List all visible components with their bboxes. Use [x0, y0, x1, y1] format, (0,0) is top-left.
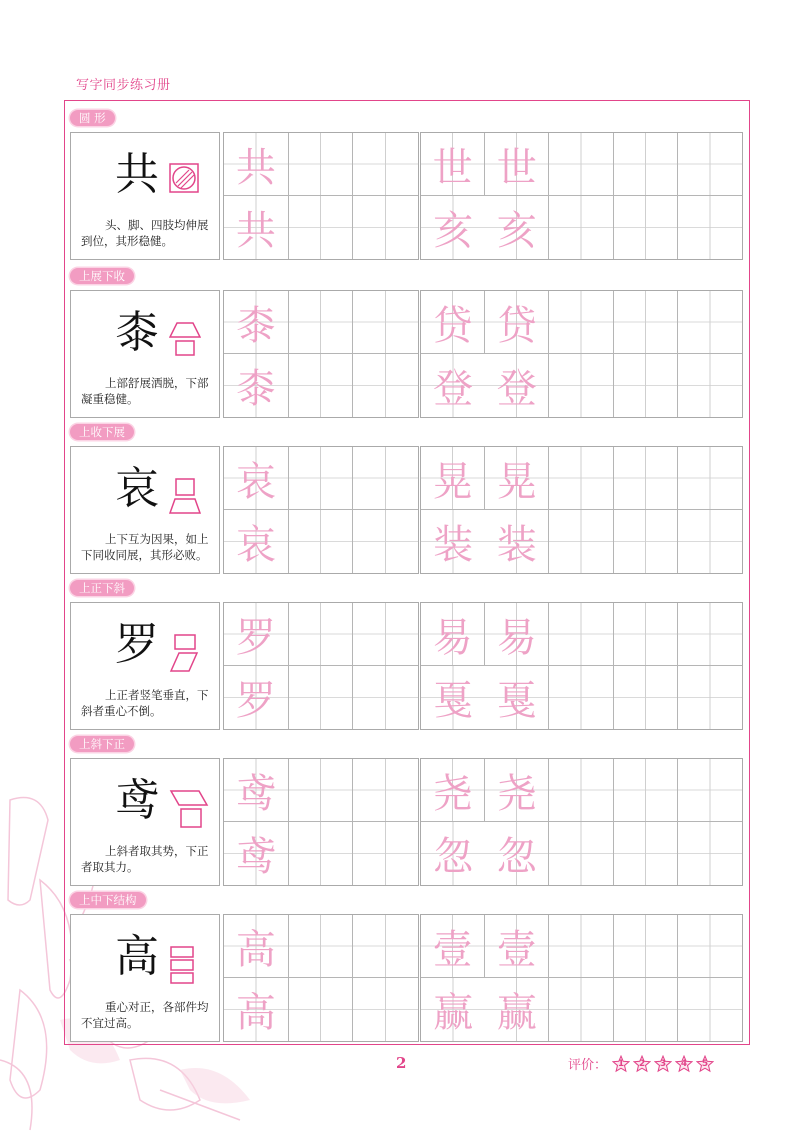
rating-star-number: 5 [701, 1059, 709, 1069]
trace-character: 世 [432, 144, 473, 191]
writing-cell[interactable] [224, 978, 289, 1041]
rating-star-number: 2 [638, 1059, 646, 1069]
trace-character: 共 [235, 144, 276, 191]
writing-cell[interactable] [224, 759, 289, 822]
writing-cell[interactable] [485, 822, 549, 885]
section-tag: 上正下斜 [70, 580, 134, 596]
wide-bottom-shape-icon [169, 477, 201, 519]
wide-top-shape-icon [169, 321, 201, 361]
model-character: 罗 [115, 619, 159, 670]
trace-character: 赢 [433, 990, 474, 1036]
writing-cell[interactable] [353, 666, 418, 729]
practice-section [70, 268, 742, 420]
writing-cell[interactable] [421, 196, 485, 259]
trace-character: 戛 [433, 678, 474, 724]
writing-cell[interactable] [289, 666, 354, 729]
page-number: 2 [396, 1054, 407, 1072]
model-character-box [70, 602, 220, 730]
section-tag: 上收下展 [70, 424, 134, 440]
writing-cell[interactable] [678, 822, 742, 885]
writing-cell[interactable] [353, 196, 418, 259]
trace-character: 哀 [235, 458, 276, 505]
trace-character: 赢 [496, 990, 537, 1036]
trace-character: 戛 [496, 678, 537, 724]
writing-cell[interactable] [549, 133, 613, 196]
writing-cell[interactable] [549, 196, 613, 259]
practice-section [70, 892, 742, 1044]
trace-character: 壹 [432, 926, 473, 973]
writing-cell[interactable] [678, 978, 742, 1041]
writing-cell[interactable] [485, 291, 549, 354]
writing-cell[interactable] [421, 133, 485, 196]
practice-grid-left [223, 290, 419, 418]
slant-bottom-shape-icon [169, 633, 199, 677]
section-tag: 圆 形 [70, 110, 115, 126]
trace-character: 鸢 [235, 770, 276, 817]
trace-character: 桼 [235, 302, 276, 349]
trace-character: 晃 [432, 458, 473, 505]
practice-section [70, 424, 742, 576]
writing-cell[interactable] [224, 666, 289, 729]
writing-cell[interactable] [353, 603, 418, 666]
writing-cell[interactable] [224, 133, 289, 196]
writing-cell[interactable] [353, 915, 418, 978]
structure-description: 上正者竖笔垂直，下斜者重心不倒。 [81, 688, 209, 718]
trace-character: 装 [496, 522, 537, 568]
writing-cell[interactable] [289, 196, 354, 259]
practice-grid-right [420, 602, 743, 730]
writing-cell[interactable] [485, 978, 549, 1041]
writing-cell[interactable] [353, 759, 418, 822]
trace-character: 亥 [496, 208, 537, 254]
model-character: 高 [115, 931, 159, 982]
writing-cell[interactable] [485, 354, 549, 417]
writing-cell[interactable] [678, 759, 742, 822]
writing-cell[interactable] [614, 666, 678, 729]
writing-cell[interactable] [614, 759, 678, 822]
structure-description: 上下互为因果，如上下同收同展，其形必败。 [81, 532, 209, 562]
rating-star-number: 3 [659, 1059, 667, 1069]
writing-cell[interactable] [614, 291, 678, 354]
writing-cell[interactable] [289, 447, 354, 510]
writing-cell[interactable] [353, 978, 418, 1041]
trace-character: 贷 [432, 302, 473, 349]
trace-character: 晃 [496, 458, 537, 505]
writing-cell[interactable] [421, 759, 485, 822]
structure-description: 重心对正，各部件均不宜过高。 [81, 1000, 209, 1030]
writing-cell[interactable] [678, 133, 742, 196]
trace-character: 罗 [235, 614, 276, 661]
writing-cell[interactable] [485, 133, 549, 196]
model-character-box [70, 290, 220, 418]
writing-cell[interactable] [485, 666, 549, 729]
writing-cell[interactable] [421, 354, 485, 417]
writing-cell[interactable] [421, 822, 485, 885]
model-character: 共 [115, 149, 159, 200]
writing-cell[interactable] [678, 291, 742, 354]
trace-character: 登 [496, 366, 537, 412]
trace-character: 易 [496, 614, 537, 661]
writing-cell[interactable] [678, 447, 742, 510]
writing-cell[interactable] [289, 759, 354, 822]
practice-grid-left [223, 446, 419, 574]
trace-character: 哀 [235, 522, 276, 568]
structure-description: 头、脚、四肢均伸展到位，其形稳健。 [81, 218, 209, 248]
writing-cell[interactable] [485, 510, 549, 573]
writing-cell[interactable] [289, 603, 354, 666]
writing-cell[interactable] [678, 666, 742, 729]
writing-cell[interactable] [678, 603, 742, 666]
practice-grid-right [420, 132, 743, 260]
trace-character: 共 [235, 208, 276, 254]
trace-character: 高 [235, 990, 276, 1036]
writing-cell[interactable] [549, 291, 613, 354]
trace-character: 忽 [496, 834, 537, 880]
writing-cell[interactable] [224, 822, 289, 885]
writing-cell[interactable] [353, 133, 418, 196]
writing-cell[interactable] [549, 822, 613, 885]
writing-cell[interactable] [549, 915, 613, 978]
model-character-box [70, 914, 220, 1042]
trace-character: 装 [433, 522, 474, 568]
practice-section [70, 580, 742, 732]
trace-character: 罗 [235, 678, 276, 724]
writing-cell[interactable] [421, 666, 485, 729]
rating-star-icon[interactable] [633, 1055, 651, 1073]
model-character: 鸢 [115, 775, 159, 826]
practice-grid-right [420, 914, 743, 1042]
practice-section [70, 736, 742, 888]
writing-cell[interactable] [678, 354, 742, 417]
writing-cell[interactable] [421, 447, 485, 510]
writing-cell[interactable] [289, 510, 354, 573]
model-character-box [70, 758, 220, 886]
stacked-shape-icon [169, 945, 195, 989]
practice-grid-left [223, 132, 419, 260]
practice-grid-left [223, 602, 419, 730]
writing-cell[interactable] [289, 291, 354, 354]
writing-cell[interactable] [353, 510, 418, 573]
writing-cell[interactable] [678, 915, 742, 978]
writing-cell[interactable] [614, 133, 678, 196]
structure-description: 上斜者取其势，下正者取其力。 [81, 844, 209, 874]
writing-cell[interactable] [421, 603, 485, 666]
trace-character: 壹 [496, 926, 537, 973]
rating-star-icon[interactable] [612, 1055, 630, 1073]
trace-character: 亥 [433, 208, 474, 254]
practice-grid-right [420, 446, 743, 574]
practice-grid-left [223, 914, 419, 1042]
writing-cell[interactable] [678, 196, 742, 259]
writing-cell[interactable] [421, 510, 485, 573]
practice-grid-left [223, 758, 419, 886]
writing-cell[interactable] [421, 978, 485, 1041]
practice-grid-right [420, 758, 743, 886]
writing-cell[interactable] [224, 603, 289, 666]
writing-cell[interactable] [549, 603, 613, 666]
writing-cell[interactable] [485, 603, 549, 666]
writing-cell[interactable] [614, 915, 678, 978]
trace-character: 世 [496, 144, 537, 191]
writing-cell[interactable] [224, 915, 289, 978]
writing-cell[interactable] [224, 291, 289, 354]
writing-cell[interactable] [614, 447, 678, 510]
writing-cell[interactable] [289, 354, 354, 417]
writing-cell[interactable] [353, 354, 418, 417]
writing-cell[interactable] [289, 915, 354, 978]
writing-cell[interactable] [614, 603, 678, 666]
writing-cell[interactable] [549, 978, 613, 1041]
section-tag: 上斜下正 [70, 736, 134, 752]
section-tag: 上中下结构 [70, 892, 146, 908]
rating-star-number: 4 [680, 1059, 688, 1069]
rating-star-icon[interactable] [654, 1055, 672, 1073]
section-tag: 上展下收 [70, 268, 134, 284]
trace-character: 登 [433, 366, 474, 412]
writing-cell[interactable] [614, 822, 678, 885]
writing-cell[interactable] [614, 354, 678, 417]
writing-cell[interactable] [224, 196, 289, 259]
writing-cell[interactable] [485, 759, 549, 822]
writing-cell[interactable] [353, 447, 418, 510]
rating-star-icon[interactable] [696, 1055, 714, 1073]
writing-cell[interactable] [549, 354, 613, 417]
trace-character: 尧 [496, 770, 537, 817]
writing-cell[interactable] [614, 978, 678, 1041]
model-character-box [70, 132, 220, 260]
writing-cell[interactable] [289, 822, 354, 885]
writing-cell[interactable] [289, 978, 354, 1041]
trace-character: 贷 [496, 302, 537, 349]
writing-cell[interactable] [224, 354, 289, 417]
circle-shape-icon [169, 163, 199, 197]
model-character: 桼 [115, 307, 159, 358]
rating-star-number: 1 [617, 1059, 625, 1069]
trace-character: 鸢 [235, 834, 276, 880]
slant-top-shape-icon [169, 789, 209, 833]
model-character-box [70, 446, 220, 574]
writing-cell[interactable] [485, 915, 549, 978]
writing-cell[interactable] [353, 822, 418, 885]
writing-cell[interactable] [549, 666, 613, 729]
rating-bar [568, 1054, 714, 1073]
writing-cell[interactable] [353, 291, 418, 354]
trace-character: 桼 [235, 366, 276, 412]
writing-cell[interactable] [224, 447, 289, 510]
practice-grid-right [420, 290, 743, 418]
trace-character: 易 [432, 614, 473, 661]
page-header-title: 写字同步练习册 [76, 78, 171, 93]
trace-character: 尧 [432, 770, 473, 817]
writing-cell[interactable] [614, 196, 678, 259]
writing-cell[interactable] [485, 447, 549, 510]
writing-cell[interactable] [549, 510, 613, 573]
writing-cell[interactable] [549, 447, 613, 510]
rating-label: 评价： [568, 1058, 608, 1073]
writing-cell[interactable] [549, 759, 613, 822]
writing-cell[interactable] [485, 196, 549, 259]
writing-cell[interactable] [421, 915, 485, 978]
practice-section [70, 110, 742, 262]
writing-cell[interactable] [678, 510, 742, 573]
trace-character: 高 [235, 926, 276, 973]
model-character: 哀 [115, 463, 159, 514]
writing-cell[interactable] [421, 291, 485, 354]
writing-cell[interactable] [289, 133, 354, 196]
writing-cell[interactable] [224, 510, 289, 573]
structure-description: 上部舒展洒脱，下部凝重稳健。 [81, 376, 209, 406]
trace-character: 忽 [433, 834, 474, 880]
rating-star-icon[interactable] [675, 1055, 693, 1073]
writing-cell[interactable] [614, 510, 678, 573]
